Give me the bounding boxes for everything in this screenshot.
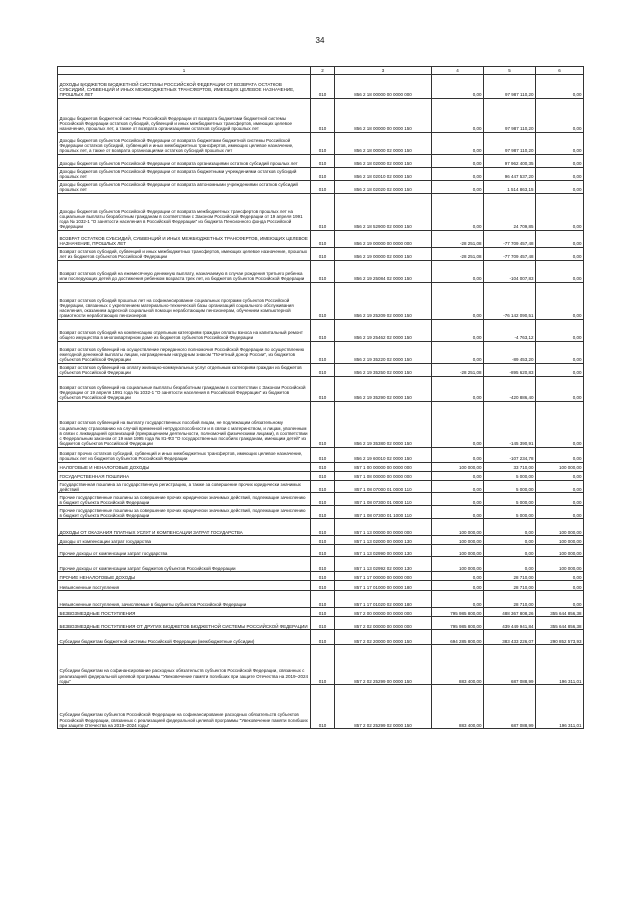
row-kbk-cell: 856 2 18 00000 02 0000 150 [335, 133, 432, 155]
row-value-col5-cell: 0,00 [484, 557, 536, 572]
row-code-cell: 010 [311, 261, 335, 283]
table-row [58, 342, 584, 364]
table-row [58, 685, 584, 729]
row-name-cell: Возврат остатков субвенций на осуществление переданного полномочия Российской Федерации по осуществлению ежегодной денежной выплаты лицам, награжденным нагрудным знаком "Почетный донор России", из бюджетов субъектов Российской Федерации [58, 342, 311, 364]
row-value-col6-cell: 0,00 [536, 231, 584, 248]
row-value-col4-cell: 0,00 [432, 342, 484, 364]
row-value-col4-cell: 0,00 [432, 75, 484, 99]
row-code-cell: 010 [311, 377, 335, 402]
row-value-col5-cell: 96 447 537,20 [484, 168, 536, 181]
table-row [58, 248, 584, 261]
row-code-cell: 010 [311, 155, 335, 168]
row-code-cell: 010 [311, 493, 335, 506]
row-value-col6-cell: 0,00 [536, 364, 584, 377]
row-name-cell: Доходы бюджетов субъектов Российской Федерации от возврата автономными учреждениями остатков субсидий прошлых лет [58, 181, 311, 194]
row-name-cell: Возврат прочих остатков субсидий, субвенций и иных межбюджетных трансфертов, имеющих целевое назначение, прошлых лет из бюджетов субъектов Российской Федерации [58, 448, 311, 463]
table-row [58, 608, 584, 617]
row-value-col6-cell: 0,00 [536, 181, 584, 194]
row-value-col5-cell: -420 886,40 [484, 377, 536, 402]
row-value-col4-cell: 0,00 [432, 402, 484, 448]
table-row [58, 591, 584, 608]
row-value-col5-cell: -895 620,83 [484, 364, 536, 377]
table-row [58, 617, 584, 630]
row-name-cell: Субсидии бюджетам на софинансирование расходных обязательств субъектов Российской Федерации, связанных с реализацией федеральной целевой программы "Увековечение памяти погибших при защите Отечества на 2019–2024 годы" [58, 645, 311, 685]
row-name-cell: ГОСУДАРСТВЕННАЯ ПОШЛИНА [58, 472, 311, 481]
row-value-col6-cell: 0,00 [536, 133, 584, 155]
row-name-cell: ПРОЧИЕ НЕНАЛОГОВЫЕ ДОХОДЫ [58, 572, 311, 581]
row-name-cell: Доходы бюджетов бюджетной системы Российской Федерации от возврата бюджетами бюджетной системы Российской Федерации остатков субсидий, субвенций и иных межбюджетных трансфертов, имеющих целевое назначение, прошлых лет, а также от возврата организациями остатков субсидий прошлых лет [58, 99, 311, 133]
row-value-col6-cell: 0,00 [536, 481, 584, 493]
row-value-col5-cell: 5 000,00 [484, 481, 536, 493]
row-value-col6-cell: 100 000,00 [536, 557, 584, 572]
row-value-col4-cell: 0,00 [432, 481, 484, 493]
table-row [58, 472, 584, 481]
row-name-cell: Прочие доходы от компенсации затрат бюджетов субъектов Российской Федерации [58, 557, 311, 572]
row-value-col5-cell: -77 709 457,48 [484, 231, 536, 248]
row-value-col6-cell: 100 000,00 [536, 545, 584, 557]
row-value-col5-cell: 488 367 808,26 [484, 608, 536, 617]
row-value-col5-cell: 33 710,00 [484, 463, 536, 472]
row-name-cell: Возврат остатков субвенций на выплату государственных пособий лицам, не подлежащим обязательному социальному страхованию на случай временной нетрудоспособности и в связи с материнством, и лицам, уволенным в связи с ликвидацией организаций (прекращением деятельности, полномочий физическими лицами), в соответствии с Федеральным законом от 19 мая 1995 года № 81-ФЗ "О государственных пособиях гражданам, имеющим детей" из бюджетов субъектов Российской Федерации [58, 402, 311, 448]
table-row [58, 402, 584, 448]
row-value-col6-cell: 0,00 [536, 572, 584, 581]
table-row [58, 320, 584, 342]
row-kbk-cell: 857 1 08 07300 01 1000 110 [335, 506, 432, 519]
row-name-cell: Возврат остатков субвенций на социальные выплаты безработным гражданам в соответствии с Законом Российской Федерации от 19 апреля 1991 года № 1032-1 "О занятости населения в Российской Федерации" из бюджетов субъектов Российской Федерации [58, 377, 311, 402]
row-kbk-cell: 857 1 13 02992 02 0000 130 [335, 557, 432, 572]
table-row [58, 181, 584, 194]
row-value-col5-cell: 5 000,00 [484, 506, 536, 519]
row-kbk-cell: 857 1 17 00000 00 0000 000 [335, 572, 432, 581]
row-value-col4-cell: 795 985 800,00 [432, 608, 484, 617]
row-code-cell: 010 [311, 645, 335, 685]
row-value-col4-cell: 0,00 [432, 591, 484, 608]
row-kbk-cell: 856 2 18 00000 00 0000 150 [335, 99, 432, 133]
row-name-cell: Доходы бюджетов субъектов Российской Федерации от возврата межбюджетных трансфертов прошлых лет на социальные выплаты безработным гражданам в соответствии с Законом Российской Федерации от 19 апреля 1991 года № 1032-1 "О занятости населения в Российской Федерации" из бюджета Пенсионного фонда Российской Федерации [58, 194, 311, 231]
table-row [58, 194, 584, 231]
row-value-col4-cell: 100 000,00 [432, 536, 484, 545]
row-code-cell: 010 [311, 463, 335, 472]
row-kbk-cell: 856 2 19 25084 02 0000 150 [335, 261, 432, 283]
row-code-cell: 010 [311, 283, 335, 320]
table-row [58, 155, 584, 168]
row-value-col5-cell: 687 088,99 [484, 645, 536, 685]
row-code-cell: 010 [311, 506, 335, 519]
row-name-cell: ВОЗВРАТ ОСТАТКОВ СУБСИДИЙ, СУБВЕНЦИЙ И ИНЫХ МЕЖБЮДЖЕТНЫХ ТРАНСФЕРТОВ, ИМЕЮЩИХ ЦЕЛЕВОЕ НАЗНАЧЕНИЕ, ПРОШЛЫХ ЛЕТ [58, 231, 311, 248]
row-value-col6-cell: 290 852 573,93 [536, 630, 584, 645]
row-value-col5-cell: 439 449 941,84 [484, 617, 536, 630]
row-name-cell: Возврат остатков субвенций на оплату жилищно-коммунальных услуг отдельным категориям граждан из бюджетов субъектов Российской Федерации [58, 364, 311, 377]
row-name-cell: Невыясненные поступления, зачисляемые в бюджеты субъектов Российской Федерации [58, 591, 311, 608]
row-value-col6-cell: 355 644 856,38 [536, 608, 584, 617]
row-value-col4-cell: 0,00 [432, 181, 484, 194]
row-code-cell: 010 [311, 168, 335, 181]
row-value-col5-cell: 28 710,00 [484, 591, 536, 608]
table-header-row [58, 67, 584, 75]
row-value-col6-cell: 0,00 [536, 506, 584, 519]
row-name-cell: ДОХОДЫ ОТ ОКАЗАНИЯ ПЛАТНЫХ УСЛУГ И КОМПЕНСАЦИИ ЗАТРАТ ГОСУДАРСТВА [58, 519, 311, 536]
row-name-cell: Прочие государственные пошлины за совершение прочих юридически значимых действий, подлежащие зачислению в бюджет субъекта Российской Федерации [58, 493, 311, 506]
table-body [58, 75, 584, 729]
row-kbk-cell: 857 2 02 00000 00 0000 000 [335, 617, 432, 630]
row-value-col5-cell: 97 987 110,20 [484, 99, 536, 133]
row-value-col4-cell: 883 400,00 [432, 685, 484, 729]
table-row [58, 536, 584, 545]
row-name-cell: Доходы бюджетов субъектов Российской Федерации от возврата бюджетами бюджетной системы Российской Федерации остатков субсидий, субвенций и иных межбюджетных трансфертов, имеющих целевое назначение, прошлых лет, а также от возврата организациями остатков субсидий прошлых лет [58, 133, 311, 155]
row-value-col6-cell: 0,00 [536, 472, 584, 481]
row-code-cell: 010 [311, 617, 335, 630]
row-value-col6-cell: 0,00 [536, 155, 584, 168]
row-value-col6-cell: 0,00 [536, 320, 584, 342]
row-value-col5-cell: 5 000,00 [484, 472, 536, 481]
row-value-col5-cell: -145 390,91 [484, 402, 536, 448]
row-value-col6-cell: 0,00 [536, 448, 584, 463]
row-value-col6-cell: 355 644 856,38 [536, 617, 584, 630]
row-code-cell: 010 [311, 181, 335, 194]
row-kbk-cell: 856 2 19 35250 02 0000 150 [335, 364, 432, 377]
row-value-col4-cell: 0,00 [432, 572, 484, 581]
row-value-col5-cell: 383 433 226,07 [484, 630, 536, 645]
row-value-col5-cell: -76 142 090,51 [484, 283, 536, 320]
row-code-cell: 010 [311, 364, 335, 377]
row-value-col6-cell: 0,00 [536, 377, 584, 402]
row-value-col6-cell: 0,00 [536, 581, 584, 591]
row-kbk-cell: 856 2 19 35380 02 0000 150 [335, 402, 432, 448]
row-code-cell: 010 [311, 591, 335, 608]
row-value-col6-cell: 0,00 [536, 493, 584, 506]
table-row [58, 283, 584, 320]
row-name-cell: Доходы бюджетов субъектов Российской Федерации от возврата бюджетными учреждениями остатков субсидий прошлых лет [58, 168, 311, 181]
row-name-cell: ДОХОДЫ БЮДЖЕТОВ БЮДЖЕТНОЙ СИСТЕМЫ РОССИЙСКОЙ ФЕДЕРАЦИИ ОТ ВОЗВРАТА ОСТАТКОВ СУБСИДИЙ, СУБВЕНЦИЙ И ИНЫХ МЕЖБЮДЖЕТНЫХ ТРАНСФЕРТОВ, ИМЕЮЩИХ ЦЕЛЕВОЕ НАЗНАЧЕНИЕ, ПРОШЛЫХ ЛЕТ [58, 75, 311, 99]
row-value-col4-cell: 0,00 [432, 493, 484, 506]
column-header-1: 1 [58, 67, 311, 75]
row-kbk-cell: 857 2 02 25299 00 0000 150 [335, 645, 432, 685]
row-kbk-cell: 856 2 19 00000 00 0000 000 [335, 231, 432, 248]
row-code-cell: 010 [311, 481, 335, 493]
row-kbk-cell: 856 2 19 00000 02 0000 150 [335, 248, 432, 261]
column-header-2: 2 [311, 67, 335, 75]
table-row [58, 133, 584, 155]
row-kbk-cell: 856 2 18 00000 00 0000 000 [335, 75, 432, 99]
row-value-col4-cell: 0,00 [432, 283, 484, 320]
row-kbk-cell: 856 2 18 02000 02 0000 150 [335, 155, 432, 168]
row-kbk-cell: 857 1 13 02000 00 0000 130 [335, 536, 432, 545]
row-value-col4-cell: 0,00 [432, 99, 484, 133]
table-row [58, 481, 584, 493]
row-name-cell: Доходы от компенсации затрат государства [58, 536, 311, 545]
table-row [58, 231, 584, 248]
row-value-col5-cell: 28 710,00 [484, 572, 536, 581]
row-code-cell: 010 [311, 402, 335, 448]
row-name-cell: Субсидии бюджетам субъектов Российской Федерации на софинансирование расходных обязательств субъектов Российской Федерации, связанных с реализацией федеральной целевой программы "Увековечение памяти погибших при защите Отечества на 2019–2024 годы" [58, 685, 311, 729]
row-value-col5-cell: 24 709,85 [484, 194, 536, 231]
row-kbk-cell: 857 1 08 00000 00 0000 000 [335, 472, 432, 481]
row-value-col6-cell: 0,00 [536, 342, 584, 364]
row-code-cell: 010 [311, 536, 335, 545]
row-value-col4-cell: 0,00 [432, 506, 484, 519]
row-kbk-cell: 856 2 19 35290 02 0000 150 [335, 377, 432, 402]
row-value-col6-cell: 100 000,00 [536, 536, 584, 545]
row-value-col5-cell: 0,00 [484, 519, 536, 536]
row-code-cell: 010 [311, 133, 335, 155]
table-row [58, 581, 584, 591]
row-value-col4-cell: 0,00 [432, 581, 484, 591]
row-name-cell: БЕЗВОЗМЕЗДНЫЕ ПОСТУПЛЕНИЯ [58, 608, 311, 617]
row-code-cell: 010 [311, 685, 335, 729]
table-row [58, 261, 584, 283]
row-kbk-cell: 857 1 13 02990 00 0000 130 [335, 545, 432, 557]
row-value-col4-cell: 0,00 [432, 261, 484, 283]
row-name-cell: Возврат остатков субсидий на ежемесячную денежную выплату, назначаемую в случае рождения третьего ребенка или последующих детей до достижения ребенком возраста трех лет, из бюджетов субъектов Российской Федерации [58, 261, 311, 283]
row-kbk-cell: 856 2 19 60010 02 0000 150 [335, 448, 432, 463]
row-value-col6-cell: 0,00 [536, 75, 584, 99]
row-value-col4-cell: 0,00 [432, 377, 484, 402]
row-value-col5-cell: -77 709 457,48 [484, 248, 536, 261]
row-value-col5-cell: 97 987 110,20 [484, 133, 536, 155]
table-row [58, 557, 584, 572]
row-value-col6-cell: 0,00 [536, 248, 584, 261]
row-kbk-cell: 857 2 02 20000 00 0000 150 [335, 630, 432, 645]
row-name-cell: НАЛОГОВЫЕ И НЕНАЛОГОВЫЕ ДОХОДЫ [58, 463, 311, 472]
row-code-cell: 010 [311, 630, 335, 645]
row-code-cell: 010 [311, 448, 335, 463]
row-kbk-cell: 857 1 08 07300 01 0000 110 [335, 493, 432, 506]
row-value-col5-cell: -104 007,83 [484, 261, 536, 283]
row-value-col4-cell: 0,00 [432, 448, 484, 463]
row-kbk-cell: 857 1 00 00000 00 0000 000 [335, 463, 432, 472]
row-kbk-cell: 856 2 18 02010 02 0000 150 [335, 168, 432, 181]
table-row [58, 645, 584, 685]
row-value-col6-cell: 0,00 [536, 168, 584, 181]
row-code-cell: 010 [311, 231, 335, 248]
row-value-col5-cell: 97 962 400,35 [484, 155, 536, 168]
row-value-col4-cell: -28 251,08 [432, 231, 484, 248]
row-value-col4-cell: -28 251,08 [432, 248, 484, 261]
row-code-cell: 010 [311, 557, 335, 572]
table-row [58, 493, 584, 506]
row-kbk-cell: 857 2 00 00000 00 0000 000 [335, 608, 432, 617]
table-row [58, 99, 584, 133]
row-code-cell: 010 [311, 472, 335, 481]
column-header-5: 5 [484, 67, 536, 75]
row-code-cell: 010 [311, 99, 335, 133]
table-row [58, 364, 584, 377]
row-kbk-cell: 856 2 18 02020 02 0000 150 [335, 181, 432, 194]
row-code-cell: 010 [311, 342, 335, 364]
row-value-col5-cell: 687 088,99 [484, 685, 536, 729]
row-value-col5-cell: -107 234,78 [484, 448, 536, 463]
row-kbk-cell: 857 2 02 25299 02 0000 150 [335, 685, 432, 729]
row-kbk-cell: 857 1 17 01000 00 0000 180 [335, 581, 432, 591]
revenue-table [57, 66, 584, 729]
table-row [58, 630, 584, 645]
row-value-col6-cell: 0,00 [536, 261, 584, 283]
row-name-cell: Прочие государственные пошлины за совершение прочих юридически значимых действий, подлежащие зачислению в бюджет субъекта Российской Федерации [58, 506, 311, 519]
row-value-col4-cell: 100 000,00 [432, 519, 484, 536]
row-value-col6-cell: 0,00 [536, 283, 584, 320]
row-kbk-cell: 857 1 08 07000 01 0000 110 [335, 481, 432, 493]
table-row [58, 448, 584, 463]
page-number: 34 [315, 36, 325, 45]
row-value-col4-cell: 0,00 [432, 168, 484, 181]
row-value-col5-cell: -4 763,12 [484, 320, 536, 342]
row-name-cell: БЕЗВОЗМЕЗДНЫЕ ПОСТУПЛЕНИЯ ОТ ДРУГИХ БЮДЖЕТОВ БЮДЖЕТНОЙ СИСТЕМЫ РОССИЙСКОЙ ФЕДЕРАЦИИ [58, 617, 311, 630]
row-value-col6-cell: 196 311,01 [536, 645, 584, 685]
row-value-col5-cell: -89 453,20 [484, 342, 536, 364]
row-code-cell: 010 [311, 320, 335, 342]
row-value-col6-cell: 0,00 [536, 99, 584, 133]
table-row [58, 168, 584, 181]
row-name-cell: Возврат остатков субсидий, субвенций и иных межбюджетных трансфертов, имеющих целевое назначение, прошлых лет из бюджетов субъектов Российской Федерации [58, 248, 311, 261]
row-value-col4-cell: 0,00 [432, 155, 484, 168]
row-kbk-cell: 857 1 17 01020 02 0000 180 [335, 591, 432, 608]
column-header-6: 6 [536, 67, 584, 75]
row-kbk-cell: 856 2 19 25209 02 0000 150 [335, 283, 432, 320]
row-code-cell: 010 [311, 545, 335, 557]
row-kbk-cell: 857 1 13 00000 00 0000 000 [335, 519, 432, 536]
row-code-cell: 010 [311, 572, 335, 581]
row-kbk-cell: 856 2 18 52900 02 0000 150 [335, 194, 432, 231]
row-value-col4-cell: 100 000,00 [432, 557, 484, 572]
row-value-col6-cell: 196 311,01 [536, 685, 584, 729]
column-header-3: 3 [335, 67, 432, 75]
row-code-cell: 010 [311, 248, 335, 261]
row-value-col5-cell: 28 710,00 [484, 581, 536, 591]
row-value-col4-cell: 0,00 [432, 472, 484, 481]
row-value-col6-cell: 0,00 [536, 402, 584, 448]
row-value-col4-cell: 100 000,00 [432, 463, 484, 472]
row-name-cell: Возврат остатков субсидий на компенсацию отдельным категориям граждан оплаты взноса на капитальный ремонт общего имущества в многоквартирном доме из бюджетов субъектов Российской Федерации [58, 320, 311, 342]
row-value-col6-cell: 0,00 [536, 194, 584, 231]
row-value-col5-cell: 5 000,00 [484, 493, 536, 506]
row-value-col4-cell: 0,00 [432, 194, 484, 231]
row-name-cell: Невыясненные поступления [58, 581, 311, 591]
table-row [58, 519, 584, 536]
row-value-col6-cell: 100 000,00 [536, 463, 584, 472]
row-value-col4-cell: 883 400,00 [432, 645, 484, 685]
row-code-cell: 010 [311, 581, 335, 591]
row-value-col6-cell: 100 000,00 [536, 519, 584, 536]
table-row [58, 463, 584, 472]
table-row [58, 506, 584, 519]
table-row [58, 572, 584, 581]
row-kbk-cell: 856 2 19 35220 02 0000 150 [335, 342, 432, 364]
row-code-cell: 010 [311, 75, 335, 99]
row-name-cell: Субсидии бюджетам бюджетной системы Российской Федерации (межбюджетные субсидии) [58, 630, 311, 645]
row-code-cell: 010 [311, 608, 335, 617]
table-row [58, 377, 584, 402]
row-value-col6-cell: 0,00 [536, 591, 584, 608]
row-code-cell: 010 [311, 519, 335, 536]
row-name-cell: Доходы бюджетов субъектов Российской Федерации от возврата организациями остатков субсидий прошлых лет [58, 155, 311, 168]
row-name-cell: Государственная пошлина за государственную регистрацию, а также за совершение прочих юридически значимых действий [58, 481, 311, 493]
row-name-cell: Прочие доходы от компенсации затрат государства [58, 545, 311, 557]
row-value-col4-cell: 100 000,00 [432, 545, 484, 557]
row-value-col4-cell: 795 985 800,00 [432, 617, 484, 630]
row-value-col4-cell: 0,00 [432, 320, 484, 342]
row-value-col4-cell: -28 251,08 [432, 364, 484, 377]
row-value-col5-cell: 97 987 110,20 [484, 75, 536, 99]
row-kbk-cell: 856 2 19 25462 02 0000 150 [335, 320, 432, 342]
row-name-cell: Возврат остатков субсидий прошлых лет на софинансирование социальных программ субъектов Российской Федерации, связанных с укреплением материально-технической базы организаций социального обслуживания населения, оказанием адресной социальной помощи неработающим пенсионерам, обучением компьютерной грамотности неработающих пенсионеров [58, 283, 311, 320]
row-value-col5-cell: 0,00 [484, 545, 536, 557]
row-value-col5-cell: 1 514 863,15 [484, 181, 536, 194]
row-value-col4-cell: 694 285 800,00 [432, 630, 484, 645]
row-code-cell: 010 [311, 194, 335, 231]
row-value-col4-cell: 0,00 [432, 133, 484, 155]
row-value-col5-cell: 0,00 [484, 536, 536, 545]
table-row [58, 75, 584, 99]
table-row [58, 545, 584, 557]
column-header-4: 4 [432, 67, 484, 75]
